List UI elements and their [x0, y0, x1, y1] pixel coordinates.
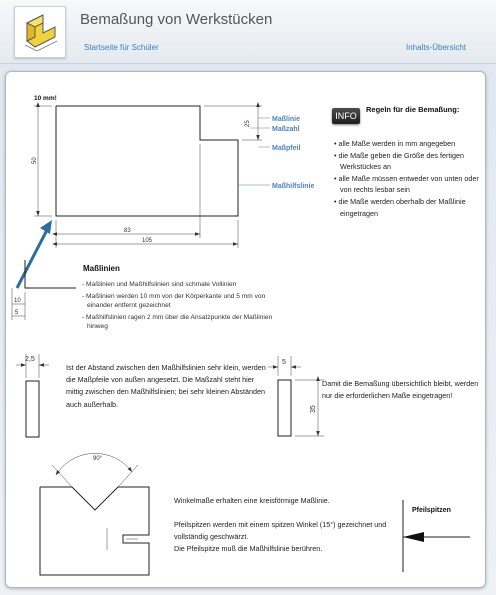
dim-5-top: 5	[282, 359, 286, 366]
dim-2-5: 2,5	[25, 356, 35, 363]
nav-link-contents[interactable]: Inhalts-Übersicht	[406, 43, 467, 52]
nav-link-students-home[interactable]: Startseite für Schüler	[84, 43, 159, 52]
dim-90-degrees: 90°	[93, 456, 103, 462]
legend-masshilfslinie: Maßhilfslinie	[272, 183, 315, 190]
masslinien-item: - Maßhilfslinien ragen 2 mm über die Ansatzpunkte der Maßlinien hinweg	[80, 313, 280, 332]
dim-83: 83	[124, 228, 131, 234]
masslinien-item: - Maßlinien werden 10 mm von der Körperkante und 5 mm von einander entfernt gezeichnet	[80, 292, 280, 311]
dim-105: 105	[142, 238, 153, 244]
rules-list	[332, 138, 482, 219]
masslinien-list	[80, 280, 280, 334]
angle-text-3: Die Pfeilspitze muß die Maßhilfslinie berühren.	[174, 544, 323, 553]
rule-item: • alle Maße müssen entweder von unten oder von rechts lesbar sein	[332, 173, 482, 196]
angle-drawing	[40, 453, 149, 575]
dim-35: 35	[310, 405, 317, 413]
rule-item: • alle Maße werden in mm angegeben	[332, 138, 482, 150]
rule-item: • die Maße geben die Größe des fertigen Werkstückes an	[332, 150, 482, 173]
masslinien-item: - Maßlinien und Maßhilfslinien sind schmale Vollinien	[80, 280, 280, 290]
dim-25: 25	[245, 120, 251, 127]
page-title: Bemaßung von Werkstücken	[80, 11, 273, 28]
masslinien-diagram	[12, 260, 76, 320]
dim-5: 5	[15, 310, 19, 316]
label-10mm: 10 mm!	[34, 95, 57, 102]
angle-text-2: Pfeilspitzen werden mit einem spitzen Winkel (15°) gezeichnet und vollständig geschwärzt.	[174, 520, 387, 542]
rule-item: • die Maße werden oberhalb der Maßlinie eingetragen	[332, 196, 482, 219]
legend-masszahl: Maßzahl	[272, 126, 300, 133]
info-title: Regeln für die Bemaßung:	[366, 105, 460, 114]
dim-50: 50	[32, 157, 38, 164]
legend-masspfeil: Maßpfeil	[272, 145, 301, 152]
legend-masslinie: Maßlinie	[272, 116, 301, 123]
small-distance-drawing	[16, 354, 49, 437]
dim-10: 10	[14, 298, 21, 304]
arrowheads-heading: Pfeilspitzen	[412, 507, 451, 514]
angle-text-1: Winkelmaße erhalten eine kreisförmige Maßlinie.	[174, 496, 330, 505]
main-workpiece-drawing	[17, 106, 270, 288]
clarity-drawing	[268, 356, 324, 436]
masslinien-heading: Maßlinien	[83, 264, 120, 273]
info-icon: INFO	[332, 108, 360, 124]
small-distance-text: Ist der Abstand zwischen den Maßhilfslinien sehr klein, werden die Maßpfeile von außen angesetzt. Die Maßzahl steht hier mittig zwischen den Maßhilfslinien; bei sehr kleinen Abständen auch außerhalb.	[66, 363, 266, 409]
clarity-text: Damit die Bemaßung übersichtlich bleibt, werden nur die erforderlichen Maße eingetragen!	[322, 379, 479, 401]
